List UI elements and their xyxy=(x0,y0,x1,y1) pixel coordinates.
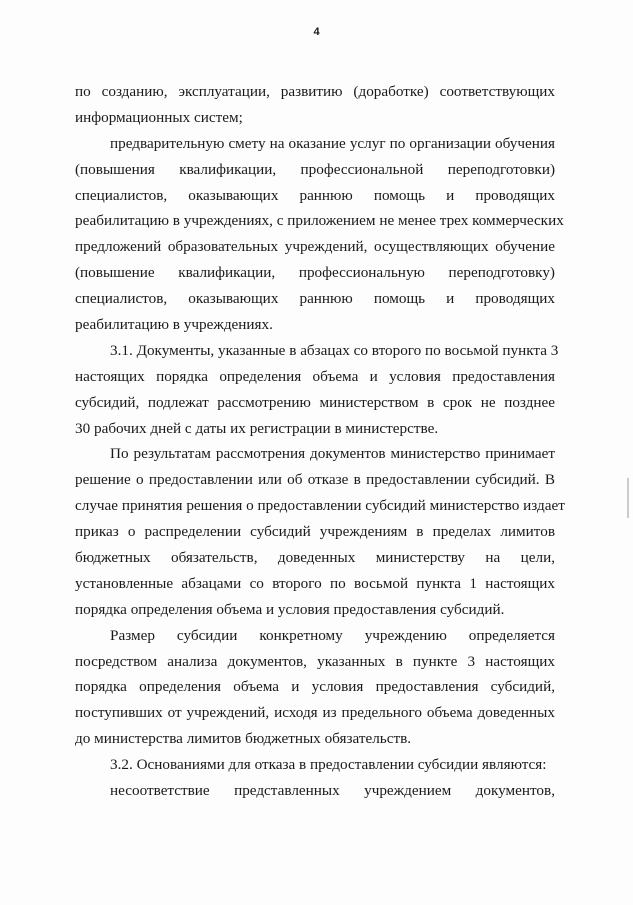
text-line: информационных систем; xyxy=(75,108,243,126)
scan-mark xyxy=(627,478,629,518)
document-body xyxy=(75,79,565,804)
text-line: несоответствие представленных учреждением документов, xyxy=(110,782,555,800)
page-number: 4 xyxy=(313,26,320,38)
text-line: предварительную смету на оказание услуг по организации обучения xyxy=(110,134,555,152)
text-line: случае принятия решения о предоставлении субсидий министерство издает xyxy=(75,497,565,515)
text-line: 30 рабочих дней с даты их регистрации в министерстве. xyxy=(75,419,439,437)
text-line: решение о предоставлении или об отказе в предоставлении субсидий. В xyxy=(75,471,555,489)
text-line: специалистов, оказывающих раннюю помощь и проводящих xyxy=(75,290,555,308)
paragraph xyxy=(75,778,555,804)
text-line: 3.2. Основаниями для отказа в предоставлении субсидии являются: xyxy=(110,756,547,774)
text-line: реабилитацию в учреждениях. xyxy=(75,316,273,334)
text-line: 3.1. Документы, указанные в абзацах со второго по восьмой пункта 3 xyxy=(110,341,559,359)
paragraph xyxy=(75,752,555,778)
paragraph xyxy=(75,623,555,752)
text-line: по созданию, эксплуатации, развитию (доработке) соответствующих xyxy=(75,83,555,100)
text-line: Размер субсидии конкретному учреждению определяется xyxy=(110,626,555,644)
text-line: реабилитацию в учреждениях, с приложением не менее трех коммерческих xyxy=(75,212,564,230)
paragraph xyxy=(75,79,555,131)
text-line: бюджетных обязательств, доведенных министерству на цели, xyxy=(75,549,555,567)
text-line: По результатам рассмотрения документов министерство принимает xyxy=(110,445,555,463)
text-line: субсидий, подлежат рассмотрению министерством в срок не позднее xyxy=(75,393,555,411)
text-line: приказ о распределении субсидий учреждениям в пределах лимитов xyxy=(75,523,555,541)
paragraph xyxy=(75,441,565,622)
text-line: до министерства лимитов бюджетных обязательств. xyxy=(75,730,412,748)
text-line: порядка определения объема и условия предоставления субсидий, xyxy=(75,678,555,696)
text-line: специалистов, оказывающих раннюю помощь и проводящих xyxy=(75,186,555,204)
text-line: (повышение квалификации, профессиональную переподготовку) xyxy=(75,264,555,282)
text-line: настоящих порядка определения объема и условия предоставления xyxy=(75,367,555,385)
paragraph xyxy=(75,338,559,442)
text-line: установленные абзацами со второго по восьмой пункта 1 настоящих xyxy=(75,574,555,592)
paragraph xyxy=(75,131,564,338)
text-line: поступивших от учреждений, исходя из предельного объема доведенных xyxy=(75,704,555,722)
text-line: (повышения квалификации, профессиональной переподготовки) xyxy=(75,160,555,178)
text-line: посредством анализа документов, указанных в пункте 3 настоящих xyxy=(75,652,555,670)
text-line: порядка определения объема и условия предоставления субсидий. xyxy=(75,600,505,618)
text-line: предложений образовательных учреждений, осуществляющих обучение xyxy=(75,238,555,256)
